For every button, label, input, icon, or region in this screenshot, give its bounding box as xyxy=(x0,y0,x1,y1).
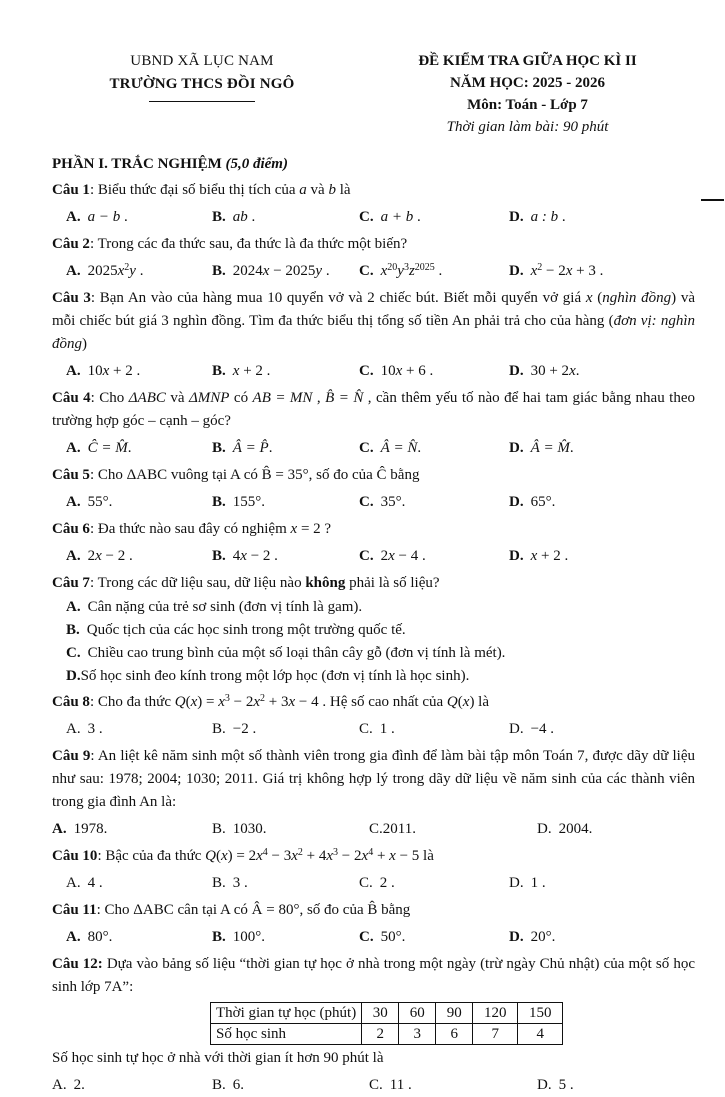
header-rule xyxy=(149,101,255,102)
option-a xyxy=(66,490,212,514)
option-c xyxy=(359,436,509,460)
option-b xyxy=(212,1073,369,1097)
option-text: 30 + 2x. xyxy=(530,363,580,379)
option-d xyxy=(509,544,695,568)
option-letter: D. xyxy=(509,209,524,225)
option-text: 2 . xyxy=(379,875,395,891)
options xyxy=(52,544,695,568)
option-letter: C. xyxy=(66,645,81,661)
option-a xyxy=(66,871,212,895)
option-b xyxy=(52,619,695,642)
option-text: 1 . xyxy=(530,875,546,891)
option-letter: B. xyxy=(212,440,226,456)
question-1 xyxy=(52,179,695,229)
option-a xyxy=(66,359,212,383)
option-text: 1978. xyxy=(73,821,108,837)
option-c xyxy=(359,544,509,568)
option-a xyxy=(52,596,695,619)
table-cell: 2 xyxy=(362,1024,399,1045)
option-text: Â = M̂. xyxy=(530,440,574,456)
question-5 xyxy=(52,464,695,514)
header-exam-block xyxy=(360,50,695,138)
school-year: NĂM HỌC: 2025 - 2026 xyxy=(450,75,605,91)
option-d xyxy=(537,1073,695,1097)
options xyxy=(52,205,695,229)
option-letter: C. xyxy=(359,263,374,279)
question-stem: Câu 4: Cho ΔABC và ΔMNP có AB = MN , B̂ = N̂ , cần thêm yếu tố nào để hai tam giác bằng nhau theo trường hợp góc – cạnh – góc? xyxy=(52,390,695,429)
option-text: 20°. xyxy=(530,929,556,945)
table-cell: 90 xyxy=(436,1003,473,1024)
option-letter: D. xyxy=(509,548,524,564)
option-b xyxy=(212,925,359,949)
option-b xyxy=(212,871,359,895)
option-d xyxy=(509,490,695,514)
option-letter: C. xyxy=(369,821,383,837)
question-list xyxy=(52,179,695,1097)
option-letter: B. xyxy=(212,721,226,737)
option-letter: A. xyxy=(52,821,67,837)
option-letter: D. xyxy=(509,721,524,737)
option-c xyxy=(359,205,509,229)
option-text: 11 . xyxy=(389,1077,412,1093)
option-c xyxy=(359,259,509,283)
option-text: 2011. xyxy=(382,821,416,837)
option-letter: C. xyxy=(359,875,373,891)
option-text: Quốc tịch của các học sinh trong một trường quốc tế. xyxy=(86,622,406,638)
option-a xyxy=(52,817,212,841)
option-a xyxy=(66,717,212,741)
option-c xyxy=(359,359,509,383)
option-c xyxy=(369,817,537,841)
options xyxy=(52,925,695,949)
option-text: Ĉ = M̂. xyxy=(87,440,132,456)
question-stem: Câu 8: Cho đa thức $Q(x) = x^3 - 2x^2 + 3x - 4$ . Hệ số cao nhất của Q(x) là xyxy=(52,693,490,710)
option-text: x + 2 . xyxy=(530,548,569,564)
options xyxy=(52,1073,695,1097)
question-stem: Câu 7: Trong các dữ liệu sau, dữ liệu nào không phải là số liệu? xyxy=(52,575,440,591)
option-letter: A. xyxy=(66,875,81,891)
option-text: ab . xyxy=(232,209,256,225)
question-stem: Câu 1: Biểu thức đại số biểu thị tích của a và b là xyxy=(52,182,351,198)
option-letter: C. xyxy=(359,363,374,379)
option-d xyxy=(509,359,695,383)
page-header xyxy=(52,50,695,138)
option-text: −2 . xyxy=(232,721,257,737)
option-letter: D. xyxy=(509,440,524,456)
option-letter: C. xyxy=(359,209,374,225)
option-letter: C. xyxy=(359,721,373,737)
option-a xyxy=(66,925,212,949)
table-cell: 30 xyxy=(362,1003,399,1024)
option-text: 2004. xyxy=(558,821,593,837)
option-letter: A. xyxy=(52,1077,67,1093)
option-text: $2025x^2y$ . xyxy=(87,262,144,279)
option-b xyxy=(212,717,359,741)
option-text: 1 . xyxy=(379,721,395,737)
option-text: 4x − 2 . xyxy=(232,548,278,564)
table-cell: 4 xyxy=(518,1024,563,1045)
option-b xyxy=(212,490,359,514)
option-c xyxy=(52,642,695,665)
table-cell: 7 xyxy=(473,1024,518,1045)
option-text: Chiều cao trung bình của một số loại thân cây gỗ (đơn vị tính là mét). xyxy=(87,645,506,661)
question-stem: Câu 2: Trong các đa thức sau, đa thức là đa thức một biến? xyxy=(52,236,408,252)
question-11 xyxy=(52,899,695,949)
option-c xyxy=(359,925,509,949)
option-letter: A. xyxy=(66,929,81,945)
option-d xyxy=(52,665,695,688)
option-letter: D. xyxy=(66,668,81,684)
option-letter: B. xyxy=(212,209,226,225)
option-d xyxy=(509,259,695,283)
option-letter: A. xyxy=(66,440,81,456)
option-text: Â = N̂. xyxy=(380,440,422,456)
option-d xyxy=(509,436,695,460)
option-a xyxy=(52,1073,212,1097)
question-stem: Câu 11: Cho ΔABC cân tại A có Â = 80°, số đo của B̂ bằng xyxy=(52,902,411,918)
options xyxy=(52,359,695,383)
option-letter: D. xyxy=(509,263,524,279)
table-cell: 60 xyxy=(399,1003,436,1024)
option-a xyxy=(66,259,212,283)
question-6 xyxy=(52,518,695,568)
table-cell: 6 xyxy=(436,1024,473,1045)
exam-subject: Môn: Toán - Lớp 7 xyxy=(467,97,588,113)
option-letter: C. xyxy=(369,1077,383,1093)
option-c xyxy=(359,717,509,741)
options xyxy=(52,259,695,283)
question-3 xyxy=(52,287,695,383)
option-b xyxy=(212,259,359,283)
option-letter: D. xyxy=(537,1077,552,1093)
options xyxy=(52,436,695,460)
question-post-text: Số học sinh tự học ở nhà với thời gian ít hơn 90 phút là xyxy=(52,1050,384,1066)
table-cell: 3 xyxy=(399,1024,436,1045)
option-text: −4 . xyxy=(530,721,555,737)
option-c xyxy=(369,1073,537,1097)
table-row xyxy=(211,1003,563,1024)
question-12 xyxy=(52,953,695,1097)
option-d xyxy=(509,925,695,949)
option-d xyxy=(537,817,695,841)
option-b xyxy=(212,817,369,841)
option-c xyxy=(359,490,509,514)
section-heading xyxy=(52,153,695,176)
option-text: 100°. xyxy=(232,929,266,945)
option-b xyxy=(212,205,359,229)
option-text: 10x + 6 . xyxy=(380,363,434,379)
section-title: PHẦN I. TRẮC NGHIỆM xyxy=(52,156,222,172)
option-text: 155°. xyxy=(232,494,266,510)
option-text: 1030. xyxy=(232,821,267,837)
option-letter: D. xyxy=(509,875,524,891)
option-letter: A. xyxy=(66,548,81,564)
option-text: a − b . xyxy=(87,209,128,225)
option-text: 55°. xyxy=(87,494,113,510)
question-stem: Câu 3: Bạn An vào của hàng mua 10 quyển vở và 2 chiếc bút. Biết mỗi quyển vở giá x (nghìn đồng) và mỗi chiếc bút giá 3 nghìn đồng. Tìm đa thức biểu thị tổng số tiền An phải trả cho của hàng (đơn vị: nghìn đồng) xyxy=(52,290,695,352)
option-letter: B. xyxy=(212,1077,226,1093)
option-text: x + 2 . xyxy=(232,363,271,379)
question-2 xyxy=(52,233,695,283)
option-text: 3 . xyxy=(232,875,248,891)
school-authority: UBND XÃ LỤC NAM xyxy=(130,53,274,69)
option-text: Â = P̂. xyxy=(232,440,273,456)
school-name: TRƯỜNG THCS ĐỒI NGÔ xyxy=(109,76,295,92)
option-letter: B. xyxy=(212,548,226,564)
option-text: 6. xyxy=(232,1077,245,1093)
exam-duration: Thời gian làm bài: 90 phút xyxy=(446,119,609,135)
option-letter: A. xyxy=(66,494,81,510)
option-letter: A. xyxy=(66,263,81,279)
option-letter: A. xyxy=(66,363,81,379)
option-text: 35°. xyxy=(380,494,406,510)
option-letter: B. xyxy=(212,263,226,279)
option-text: $x^2 - 2x + 3$ . xyxy=(530,262,604,279)
option-letter: B. xyxy=(212,875,226,891)
option-letter: B. xyxy=(66,622,80,638)
question-stem: Câu 9: An liệt kê năm sinh một số thành viên trong gia đình để làm bài tập môn Toán 7, được dãy dữ liệu như sau: 1978; 2004; 1030; 2011. Giá trị không hợp lý trong dãy dữ liệu về năm sinh của các thành viên trong gia đình An là: xyxy=(52,748,695,810)
question-stem: Câu 12: Dựa vào bảng số liệu “thời gian tự học ở nhà trong một ngày (trừ ngày Chủ nhật) của một số học sinh lớp 7A”: xyxy=(52,956,695,995)
option-text: 80°. xyxy=(87,929,113,945)
option-letter: D. xyxy=(537,821,552,837)
options xyxy=(52,871,695,895)
option-text: 2024x − 2025y . xyxy=(232,263,330,279)
option-letter: B. xyxy=(212,494,226,510)
table-cell: 150 xyxy=(518,1003,563,1024)
header-school-block xyxy=(52,50,352,138)
option-letter: A. xyxy=(66,599,81,615)
question-7 xyxy=(52,572,695,688)
option-letter: B. xyxy=(212,363,226,379)
options xyxy=(52,717,695,741)
option-d xyxy=(509,871,695,895)
option-text: a : b . xyxy=(530,209,566,225)
options xyxy=(52,490,695,514)
question-10 xyxy=(52,845,695,895)
margin-stray-mark xyxy=(701,199,724,201)
option-text: $x^{20}y^3z^{2025}$ . xyxy=(380,262,443,279)
option-letter: C. xyxy=(359,548,374,564)
option-letter: C. xyxy=(359,440,374,456)
table-cell: Thời gian tự học (phút) xyxy=(211,1003,362,1024)
option-d xyxy=(509,205,695,229)
option-text: 10x + 2 . xyxy=(87,363,141,379)
question-stem: Câu 10: Bậc của đa thức $Q(x) = 2x^4 - 3x^2 + 4x^3 - 2x^4 + x - 5$ là xyxy=(52,847,434,864)
table-cell: 120 xyxy=(473,1003,518,1024)
table-row xyxy=(211,1024,563,1045)
option-a xyxy=(66,436,212,460)
option-a xyxy=(66,544,212,568)
option-text: 4 . xyxy=(87,875,103,891)
option-b xyxy=(212,544,359,568)
option-c xyxy=(359,871,509,895)
option-text: 2x − 2 . xyxy=(87,548,133,564)
option-letter: C. xyxy=(359,494,374,510)
option-text: 2. xyxy=(73,1077,85,1093)
option-text: 65°. xyxy=(530,494,556,510)
option-letter: A. xyxy=(66,721,81,737)
table-cell: Số học sinh xyxy=(211,1024,362,1045)
option-text: 5 . xyxy=(558,1077,574,1093)
option-letter: D. xyxy=(509,929,524,945)
data-table xyxy=(210,1002,563,1045)
option-text: 3 . xyxy=(87,721,103,737)
option-b xyxy=(212,436,359,460)
section-points-value: (5,0 điểm) xyxy=(225,156,288,172)
option-a xyxy=(66,205,212,229)
option-text: a + b . xyxy=(380,209,421,225)
question-9 xyxy=(52,745,695,841)
option-d xyxy=(509,717,695,741)
options xyxy=(52,596,695,688)
option-letter: D. xyxy=(509,363,524,379)
question-4 xyxy=(52,387,695,460)
option-b xyxy=(212,359,359,383)
options xyxy=(52,817,695,841)
option-letter: B. xyxy=(212,821,226,837)
question-8 xyxy=(52,691,695,741)
option-letter: D. xyxy=(509,494,524,510)
question-stem: Câu 5: Cho ΔABC vuông tại A có B̂ = 35°, số đo của Ĉ bằng xyxy=(52,467,420,483)
option-letter: C. xyxy=(359,929,374,945)
exam-title: ĐỀ KIỂM TRA GIỮA HỌC KÌ II xyxy=(418,53,637,69)
option-text: 2x − 4 . xyxy=(380,548,426,564)
option-text: 50°. xyxy=(380,929,406,945)
option-letter: A. xyxy=(66,209,81,225)
option-text: Cân nặng của trẻ sơ sinh (đơn vị tính là gam). xyxy=(87,599,363,615)
option-text: Số học sinh đeo kính trong một lớp học (đơn vị tính là học sinh). xyxy=(80,668,470,684)
question-stem: Câu 6: Đa thức nào sau đây có nghiệm x = 2 ? xyxy=(52,521,332,537)
option-letter: B. xyxy=(212,929,226,945)
